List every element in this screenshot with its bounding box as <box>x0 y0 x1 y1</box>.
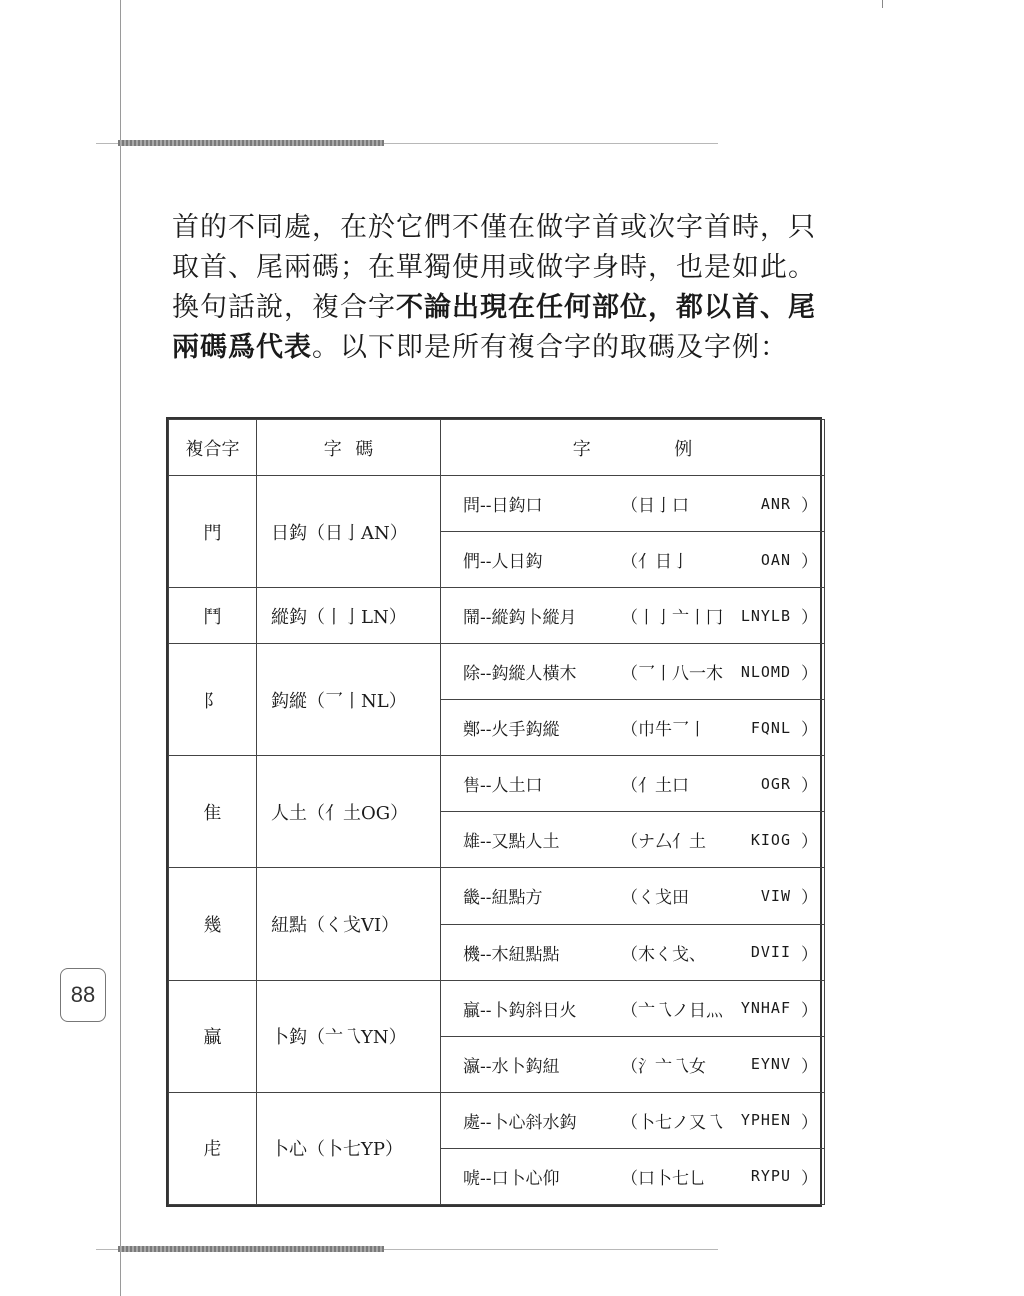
composite-char-cell: 隹 <box>169 756 257 868</box>
example-close-paren: ） <box>801 1168 818 1189</box>
example-decomposition: （亻日亅 <box>621 552 689 573</box>
example-close-paren: ） <box>801 832 818 853</box>
composite-char-cell: 門 <box>169 476 257 588</box>
example-decomposition: （亠乁ノ日灬 <box>621 1000 723 1021</box>
char-code-cell: 紐點（く戈VI） <box>257 868 441 980</box>
example-close-paren: ） <box>801 608 818 629</box>
example-code: ANR <box>760 494 791 513</box>
char-code-cell: 縱鈎（丨亅LN） <box>257 588 441 644</box>
example-label: 鬧--縱鈎卜縱月 <box>463 608 577 629</box>
example-close-paren: ） <box>801 776 818 797</box>
example-label: 們--人日鈎 <box>463 552 543 573</box>
example-decomposition: （氵亠乁女 <box>621 1056 706 1077</box>
composite-char-cell: 鬥 <box>169 588 257 644</box>
composite-char-table <box>166 417 822 1207</box>
example-code: YNHAF <box>740 999 791 1018</box>
composite-char-cell: 阝 <box>169 644 257 756</box>
example-cell <box>441 1036 825 1092</box>
footer-rule <box>96 1249 718 1250</box>
example-close-paren: ） <box>801 1112 818 1133</box>
body-paragraph <box>172 208 836 368</box>
example-cell <box>441 588 825 644</box>
example-cell <box>441 644 825 700</box>
example-label: 畿--紐點方 <box>463 888 543 909</box>
char-code-cell: 日鈎（日亅AN） <box>257 476 441 588</box>
char-code-cell: 卜鈎（亠乁YN） <box>257 980 441 1092</box>
header-char-code-a: 字 <box>323 438 342 460</box>
char-code-cell: 鈎縱（乛丨NL） <box>257 644 441 756</box>
example-label: 處--卜心斜水鈎 <box>463 1112 577 1133</box>
example-decomposition: （丨亅亠丨冂 <box>621 608 723 629</box>
example-decomposition: （木く戈、 <box>621 944 706 965</box>
table-row <box>169 980 825 1036</box>
example-decomposition: （口卜七乚 <box>621 1168 706 1189</box>
example-code: YPHEN <box>740 1111 791 1130</box>
char-code-cell: 人土（亻土OG） <box>257 756 441 868</box>
example-close-paren: ） <box>801 496 818 517</box>
example-code: OAN <box>760 550 791 569</box>
example-cell <box>441 700 825 756</box>
corner-mark <box>882 0 883 8</box>
example-decomposition: （巾牛乛丨 <box>621 720 706 741</box>
composite-char-cell: 虍 <box>169 1092 257 1204</box>
example-decomposition: （乛丨八一木 <box>621 664 723 685</box>
example-decomposition: （ナ厶亻土 <box>621 832 706 853</box>
composite-char-cell: 幾 <box>169 868 257 980</box>
example-cell <box>441 532 825 588</box>
example-close-paren: ） <box>801 1000 818 1021</box>
table-row <box>169 756 825 812</box>
example-label: 問--日鈎口 <box>463 496 543 517</box>
example-decomposition: （亻土口 <box>621 776 689 797</box>
example-code: KIOG <box>750 830 791 849</box>
example-code: VIW <box>760 886 791 905</box>
header-char-code-b: 碼 <box>355 438 374 460</box>
paragraph-line-4 <box>172 328 836 368</box>
example-label: 除--鈎縱人橫木 <box>463 664 577 685</box>
example-close-paren: ） <box>801 552 818 573</box>
example-label: 瀛--水卜鈎紐 <box>463 1056 560 1077</box>
example-label: 機--木紐點點 <box>463 944 560 965</box>
page-margin-line <box>120 0 121 1296</box>
example-close-paren: ） <box>801 1056 818 1077</box>
example-code: RYPU <box>750 1167 791 1186</box>
example-cell <box>441 1092 825 1148</box>
header-example <box>441 420 825 476</box>
table-row <box>169 588 825 644</box>
table-row <box>169 644 825 700</box>
example-cell <box>441 1148 825 1204</box>
example-cell <box>441 924 825 980</box>
table-header-row <box>169 420 825 476</box>
example-close-paren: ） <box>801 888 818 909</box>
header-example-a: 字 <box>572 438 591 460</box>
example-close-paren: ） <box>801 720 818 741</box>
example-decomposition: （く戈田 <box>621 888 689 909</box>
example-code: DVII <box>750 943 791 962</box>
header-rule <box>96 143 718 144</box>
table-row <box>169 476 825 532</box>
paragraph-emphasis-2: 兩碼爲代表 <box>172 332 312 363</box>
paragraph-line-3a: 換句話說，複合字 <box>172 292 396 323</box>
header-composite-char: 複合字 <box>169 420 257 476</box>
example-label: 贏--卜鈎斜日火 <box>463 1000 577 1021</box>
example-label: 唬--口卜心仰 <box>463 1168 560 1189</box>
example-decomposition: （日亅口 <box>621 496 689 517</box>
example-label: 售--人土口 <box>463 776 543 797</box>
paragraph-emphasis-1: 不論出現在任何部位，都以首、尾 <box>396 292 816 323</box>
example-cell <box>441 756 825 812</box>
example-cell <box>441 980 825 1036</box>
example-cell <box>441 476 825 532</box>
table-row <box>169 1092 825 1148</box>
paragraph-line-1: 首的不同處，在於它們不僅在做字首或次字首時，只 <box>172 212 816 243</box>
page-number: 88 <box>60 968 106 1022</box>
example-close-paren: ） <box>801 664 818 685</box>
example-code: FQNL <box>750 718 791 737</box>
paragraph-line-2: 取首、尾兩碼；在單獨使用或做字身時，也是如此。 <box>172 252 816 283</box>
header-char-code <box>257 420 441 476</box>
example-decomposition: （卜七ノ又乁 <box>621 1112 723 1133</box>
example-code: EYNV <box>750 1055 791 1074</box>
example-code: NLOMD <box>740 662 791 681</box>
example-label: 鄭--火手鈎縱 <box>463 720 560 741</box>
example-close-paren: ） <box>801 944 818 965</box>
paragraph-line-3 <box>172 288 836 328</box>
table-row <box>169 868 825 924</box>
paragraph-line-4b: 。以下即是所有複合字的取碼及字例： <box>312 332 788 363</box>
example-cell <box>441 868 825 924</box>
example-cell <box>441 812 825 868</box>
example-label: 雄--又點人土 <box>463 832 560 853</box>
char-code-cell: 卜心（卜七YP） <box>257 1092 441 1204</box>
example-code: OGR <box>760 774 791 793</box>
example-code: LNYLB <box>740 606 791 625</box>
composite-char-cell: 贏 <box>169 980 257 1092</box>
header-example-b: 例 <box>674 438 693 460</box>
